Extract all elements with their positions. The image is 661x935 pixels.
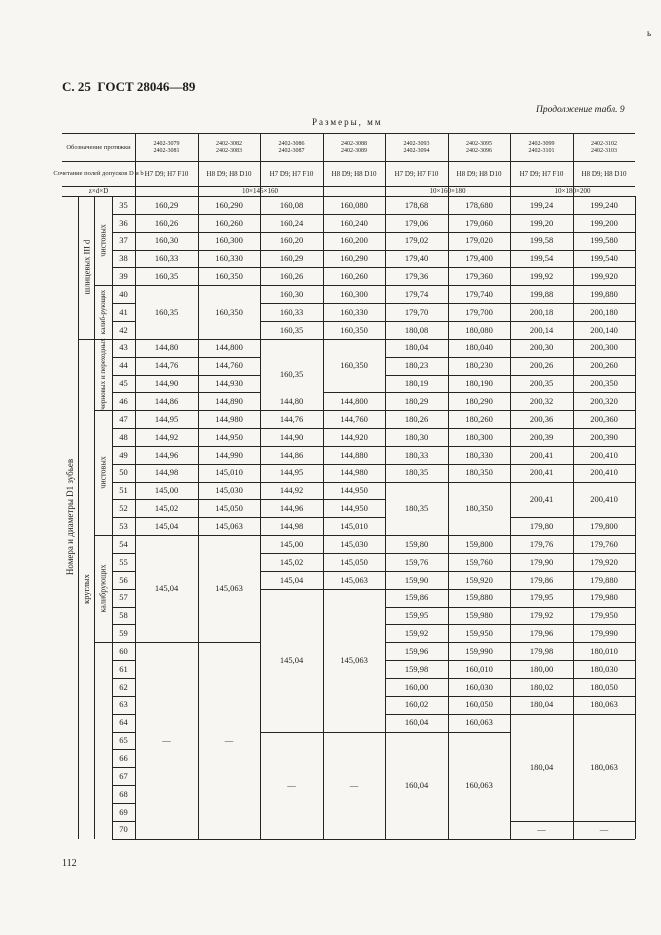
- data-cell: 144,96: [279, 503, 304, 514]
- row-number: 68: [119, 788, 128, 799]
- data-cell: 144,80: [279, 396, 304, 407]
- data-cell: 160,00: [404, 681, 429, 692]
- data-cell: 200,14: [529, 324, 554, 335]
- row-number: 46: [119, 396, 128, 407]
- page-number: 112: [62, 858, 77, 869]
- data-cell: 199,24: [529, 199, 554, 210]
- data-cell: 160,010: [465, 663, 493, 674]
- data-cell: 145,010: [340, 520, 368, 531]
- data-cell: 160,35: [279, 369, 304, 380]
- data-cell: 145,04: [154, 520, 179, 531]
- data-cell: —: [599, 824, 609, 835]
- data-cell: 200,36: [529, 413, 554, 424]
- grid-line: [448, 839, 510, 840]
- data-cell: 144,86: [279, 449, 304, 460]
- data-cell: 160,080: [340, 199, 368, 210]
- data-cell: 180,04: [529, 761, 554, 772]
- data-cell: 180,35: [404, 467, 429, 478]
- data-cell: 179,74: [404, 288, 429, 299]
- data-cell: 199,880: [590, 288, 618, 299]
- row-number: 53: [119, 520, 128, 531]
- data-cell: 180,063: [590, 761, 618, 772]
- data-cell: 179,76: [529, 538, 554, 549]
- row-number: 51: [119, 485, 128, 496]
- data-cell: 144,950: [340, 485, 368, 496]
- size-header: 10×180×200: [554, 186, 591, 195]
- data-cell: 145,00: [154, 485, 179, 496]
- row-number: 49: [119, 449, 128, 460]
- grid-line: [135, 839, 198, 840]
- data-cell: 160,30: [279, 288, 304, 299]
- continuation-label: Продолжение табл. 9: [536, 105, 625, 115]
- data-cell: 200,410: [590, 467, 618, 478]
- tolerance-value: H8 D9; H8 D10: [581, 169, 627, 178]
- data-cell: 145,063: [340, 574, 368, 585]
- data-cell: 179,06: [404, 217, 429, 228]
- size-header: 10×145×160: [242, 186, 278, 195]
- data-cell: 180,23: [404, 360, 429, 371]
- data-cell: 180,063: [590, 699, 618, 710]
- row-number: 64: [119, 717, 128, 728]
- data-cell: 160,29: [154, 199, 179, 210]
- data-cell: 179,80: [529, 520, 554, 531]
- data-cell: 200,300: [590, 342, 618, 353]
- data-cell: 144,80: [154, 342, 179, 353]
- row-number: 67: [119, 770, 128, 781]
- data-cell: 199,58: [529, 235, 554, 246]
- data-cell: 199,580: [590, 235, 618, 246]
- data-cell: —: [287, 779, 296, 790]
- row-group-finishing: чистовых: [98, 224, 108, 257]
- data-cell: 145,04: [154, 583, 179, 594]
- data-cell: 200,32: [529, 396, 554, 407]
- data-cell: 159,90: [404, 574, 429, 585]
- data-cell: 144,90: [154, 378, 179, 389]
- data-cell: —: [224, 735, 234, 746]
- data-cell: 160,260: [340, 271, 368, 282]
- tolerance-value: H8 D9; H8 D10: [206, 169, 252, 178]
- row-number: 70: [119, 824, 128, 835]
- data-cell: 144,980: [215, 413, 243, 424]
- data-cell: 200,41: [529, 449, 554, 460]
- data-cell: 179,990: [590, 628, 618, 639]
- row-number: 61: [119, 663, 128, 674]
- data-cell: 179,360: [465, 271, 493, 282]
- grid-line: [112, 839, 135, 840]
- data-cell: 200,39: [529, 431, 554, 442]
- row-number: 58: [119, 610, 128, 621]
- data-cell: 159,880: [465, 592, 493, 603]
- row-number: 54: [119, 538, 128, 549]
- data-cell: 144,920: [340, 431, 368, 442]
- data-cell: 160,30: [154, 235, 179, 246]
- row-number: 40: [119, 288, 128, 299]
- data-cell: 160,300: [340, 288, 368, 299]
- data-cell: 160,330: [340, 306, 368, 317]
- data-cell: 144,880: [340, 449, 368, 460]
- row-number: 56: [119, 574, 128, 585]
- data-cell: 200,350: [590, 378, 618, 389]
- tool-designation: 2402-3099 2402-3101: [528, 141, 555, 154]
- row-group-roughing: черновых и переходных: [99, 338, 108, 411]
- data-cell: 145,050: [215, 503, 243, 514]
- data-cell: 180,230: [465, 360, 493, 371]
- tool-designation: 2402-3088 2402-3089: [341, 141, 367, 154]
- data-cell: 200,320: [590, 396, 618, 407]
- data-cell: 180,330: [465, 449, 493, 460]
- data-cell: 180,030: [590, 663, 618, 674]
- data-cell: 144,800: [215, 342, 243, 353]
- data-cell: 180,290: [465, 396, 493, 407]
- data-cell: 160,260: [215, 217, 243, 228]
- grid-line: [510, 186, 511, 196]
- data-cell: 179,760: [590, 538, 618, 549]
- data-cell: 179,980: [590, 592, 618, 603]
- grid-line: [198, 839, 260, 840]
- data-cell: 160,20: [279, 235, 304, 246]
- tool-designation: 2402-3086 2402-3087: [278, 141, 305, 154]
- data-cell: 159,990: [465, 645, 493, 656]
- data-cell: 160,050: [465, 699, 493, 710]
- data-cell: 145,063: [215, 583, 243, 594]
- data-cell: —: [162, 735, 171, 746]
- data-cell: 180,02: [529, 681, 554, 692]
- data-cell: 160,02: [404, 699, 429, 710]
- grid-line: [385, 186, 386, 196]
- data-cell: 180,080: [465, 324, 493, 335]
- data-cell: 199,92: [529, 271, 554, 282]
- data-cell: 160,290: [340, 253, 368, 264]
- data-cell: 145,030: [215, 485, 243, 496]
- data-cell: 178,68: [404, 199, 429, 210]
- data-cell: 160,33: [154, 253, 179, 264]
- data-cell: 159,760: [465, 556, 493, 567]
- data-cell: 160,26: [154, 217, 179, 228]
- data-cell: 179,02: [404, 235, 429, 246]
- data-cell: 160,350: [215, 271, 243, 282]
- tool-designation: 2402-3079 2402-3081: [153, 141, 180, 154]
- data-cell: 179,700: [465, 306, 493, 317]
- data-cell: 144,76: [154, 360, 179, 371]
- tool-designation: 2402-3082 2402-3083: [216, 141, 242, 154]
- data-cell: 179,40: [404, 253, 429, 264]
- data-cell: 180,350: [465, 467, 493, 478]
- row-group-splined: шлицевых III d: [81, 240, 91, 295]
- data-cell: 160,350: [215, 306, 243, 317]
- row-number: 66: [119, 753, 128, 764]
- data-cell: 144,98: [279, 520, 304, 531]
- data-cell: 159,76: [404, 556, 429, 567]
- data-cell: 199,200: [590, 217, 618, 228]
- data-cell: 180,04: [404, 342, 429, 353]
- data-cell: 160,240: [340, 217, 368, 228]
- table-title: Размеры, мм: [312, 117, 383, 127]
- data-cell: 179,400: [465, 253, 493, 264]
- data-cell: 160,030: [465, 681, 493, 692]
- data-cell: 145,04: [279, 654, 304, 665]
- data-cell: 144,95: [154, 413, 179, 424]
- data-cell: 179,95: [529, 592, 554, 603]
- zdD-label: z×d×D: [88, 186, 109, 195]
- tool-designation: 2402-3095 2402-3096: [466, 141, 492, 154]
- designation-label: Обозначение протяжки: [66, 144, 131, 152]
- data-cell: 179,98: [529, 645, 554, 656]
- grid-line: [323, 839, 385, 840]
- data-cell: 180,260: [465, 413, 493, 424]
- row-number: 45: [119, 378, 128, 389]
- data-cell: 180,33: [404, 449, 429, 460]
- data-cell: 160,200: [340, 235, 368, 246]
- data-cell: 159,920: [465, 574, 493, 585]
- data-cell: 160,063: [465, 717, 493, 728]
- standard-number: ГОСТ 28046—89: [97, 79, 196, 94]
- data-cell: 160,330: [215, 253, 243, 264]
- data-cell: 144,950: [340, 503, 368, 514]
- data-cell: 160,350: [340, 324, 368, 335]
- grid-line: [62, 133, 635, 134]
- row-number: 37: [119, 235, 128, 246]
- grid-line: [260, 839, 323, 840]
- data-cell: 159,86: [404, 592, 429, 603]
- data-cell: 179,800: [590, 520, 618, 531]
- data-cell: 180,26: [404, 413, 429, 424]
- data-cell: 199,240: [590, 199, 618, 210]
- row-number: 35: [119, 199, 128, 210]
- data-cell: 199,88: [529, 288, 554, 299]
- data-cell: 144,98: [154, 467, 179, 478]
- data-cell: 160,290: [215, 199, 243, 210]
- row-group-finishing2: чистовых: [98, 456, 108, 489]
- data-cell: 144,800: [340, 396, 368, 407]
- data-cell: 199,540: [590, 253, 618, 264]
- data-cell: 160,33: [279, 306, 304, 317]
- data-cell: —: [349, 779, 359, 790]
- data-cell: 179,880: [590, 574, 618, 585]
- grid-line: [385, 839, 448, 840]
- data-cell: 200,41: [529, 494, 554, 505]
- tolerance-value: H7 D9; H7 F10: [394, 169, 439, 178]
- tolerance-value: H8 D9; H8 D10: [456, 169, 502, 178]
- row-number: 47: [119, 413, 128, 424]
- row-number: 52: [119, 503, 128, 514]
- corner-mark: ь: [647, 28, 652, 38]
- data-cell: 160,35: [154, 306, 179, 317]
- data-cell: 144,96: [154, 449, 179, 460]
- data-cell: 180,19: [404, 378, 429, 389]
- data-cell: 160,26: [279, 271, 304, 282]
- data-cell: 160,29: [279, 253, 304, 264]
- data-cell: 159,980: [465, 610, 493, 621]
- data-cell: 144,760: [340, 413, 368, 424]
- data-cell: 180,08: [404, 324, 429, 335]
- data-cell: 180,040: [465, 342, 493, 353]
- row-number: 65: [119, 735, 128, 746]
- row-number: 48: [119, 431, 128, 442]
- data-cell: 180,00: [529, 663, 554, 674]
- data-cell: 144,980: [340, 467, 368, 478]
- row-number: 38: [119, 253, 128, 264]
- data-cell: 144,890: [215, 396, 243, 407]
- row-group-round: круглых: [81, 573, 91, 604]
- data-cell: 144,990: [215, 449, 243, 460]
- data-cell: 199,20: [529, 217, 554, 228]
- data-cell: 145,04: [279, 574, 304, 585]
- data-cell: 145,063: [340, 654, 368, 665]
- grid-line: [260, 410, 323, 411]
- data-cell: 200,390: [590, 431, 618, 442]
- data-cell: 179,96: [529, 628, 554, 639]
- data-cell: 145,02: [154, 503, 179, 514]
- data-cell: 200,26: [529, 360, 554, 371]
- data-cell: 200,180: [590, 306, 618, 317]
- data-cell: 180,35: [404, 503, 429, 514]
- data-cell: 160,04: [404, 717, 429, 728]
- row-group-calibrating-short: калиб-рующих: [99, 289, 107, 335]
- data-cell: 200,360: [590, 413, 618, 424]
- tool-designation: 2402-3093 2402-3094: [403, 141, 430, 154]
- data-cell: 145,010: [215, 467, 243, 478]
- data-cell: 160,300: [215, 235, 243, 246]
- data-cell: 144,76: [279, 413, 304, 424]
- data-cell: 180,050: [590, 681, 618, 692]
- data-cell: 145,00: [279, 538, 304, 549]
- data-cell: 179,740: [465, 288, 493, 299]
- data-cell: 145,02: [279, 556, 304, 567]
- row-number: 63: [119, 699, 128, 710]
- data-cell: 180,29: [404, 396, 429, 407]
- data-cell: 160,35: [279, 324, 304, 335]
- data-cell: 159,92: [404, 628, 429, 639]
- row-group-calibrating: калибрующих: [98, 564, 108, 613]
- data-cell: 144,930: [215, 378, 243, 389]
- data-cell: 200,18: [529, 306, 554, 317]
- data-cell: 159,98: [404, 663, 429, 674]
- data-cell: 180,350: [465, 503, 493, 514]
- data-cell: 159,95: [404, 610, 429, 621]
- data-cell: 144,950: [215, 431, 243, 442]
- data-cell: 179,70: [404, 306, 429, 317]
- data-cell: 180,04: [529, 699, 554, 710]
- data-cell: 159,800: [465, 538, 493, 549]
- dimensions-table: [53, 133, 635, 835]
- grid-line: [94, 642, 112, 643]
- tolerance-value: H8 D9; H8 D10: [331, 169, 377, 178]
- row-number: 55: [119, 556, 128, 567]
- data-cell: 180,190: [465, 378, 493, 389]
- data-cell: 200,41: [529, 467, 554, 478]
- row-number: 44: [119, 360, 128, 371]
- row-number: 36: [119, 217, 128, 228]
- data-cell: 200,35: [529, 378, 554, 389]
- data-cell: 144,92: [279, 485, 304, 496]
- data-cell: 199,54: [529, 253, 554, 264]
- data-cell: 180,300: [465, 431, 493, 442]
- data-cell: 200,140: [590, 324, 618, 335]
- data-cell: 200,410: [590, 449, 618, 460]
- row-number: 41: [119, 306, 128, 317]
- data-cell: 180,30: [404, 431, 429, 442]
- data-cell: 145,050: [340, 556, 368, 567]
- data-cell: 159,950: [465, 628, 493, 639]
- tolerance-value: H7 D9; H7 F10: [269, 169, 314, 178]
- grid-line: [635, 196, 636, 839]
- data-cell: 160,24: [279, 217, 304, 228]
- page-code: С. 25 ГОСТ 28046—89: [62, 79, 196, 94]
- data-cell: 180,010: [590, 645, 618, 656]
- data-cell: 179,36: [404, 271, 429, 282]
- data-cell: 199,920: [590, 271, 618, 282]
- data-cell: 144,90: [279, 431, 304, 442]
- tolerance-value: H7 D9; H7 F10: [519, 169, 564, 178]
- tool-designation: 2402-3102 2402-3103: [591, 141, 617, 154]
- data-cell: 200,30: [529, 342, 554, 353]
- data-cell: 179,92: [529, 610, 554, 621]
- row-number: 69: [119, 806, 128, 817]
- row-number: 50: [119, 467, 128, 478]
- data-cell: 145,030: [340, 538, 368, 549]
- data-cell: 179,060: [465, 217, 493, 228]
- data-cell: 200,260: [590, 360, 618, 371]
- grid-line: [573, 839, 635, 840]
- data-cell: 145,063: [215, 520, 243, 531]
- data-cell: 144,92: [154, 431, 179, 442]
- row-number: 42: [119, 324, 128, 335]
- data-cell: 160,35: [154, 271, 179, 282]
- size-header: 10×160×180: [429, 186, 466, 195]
- data-cell: 179,90: [529, 556, 554, 567]
- data-cell: 200,410: [590, 494, 618, 505]
- row-number: 62: [119, 681, 128, 692]
- row-number: 57: [119, 592, 128, 603]
- data-cell: —: [537, 824, 546, 835]
- row-number: 60: [119, 645, 128, 656]
- tolerance-label: Сочетание полей допусков D и b: [53, 170, 144, 178]
- data-cell: 179,86: [529, 574, 554, 585]
- data-cell: 179,920: [590, 556, 618, 567]
- data-cell: 179,950: [590, 610, 618, 621]
- data-cell: 144,95: [279, 467, 304, 478]
- data-cell: 179,020: [465, 235, 493, 246]
- data-cell: 160,063: [465, 779, 493, 790]
- data-cell: 144,86: [154, 396, 179, 407]
- tolerance-value: H7 D9; H7 F10: [144, 169, 189, 178]
- row-number: 43: [119, 342, 128, 353]
- data-cell: 160,08: [279, 199, 304, 210]
- data-cell: 178,680: [465, 199, 493, 210]
- data-cell: 159,80: [404, 538, 429, 549]
- data-cell: 160,350: [340, 360, 368, 371]
- row-group-main: Номера и диаметры D1 зубьев: [65, 459, 75, 576]
- data-cell: 144,760: [215, 360, 243, 371]
- row-number: 59: [119, 628, 128, 639]
- data-cell: 160,04: [404, 779, 429, 790]
- data-cell: 159,96: [404, 645, 429, 656]
- row-number: 39: [119, 271, 128, 282]
- grid-line: [510, 839, 573, 840]
